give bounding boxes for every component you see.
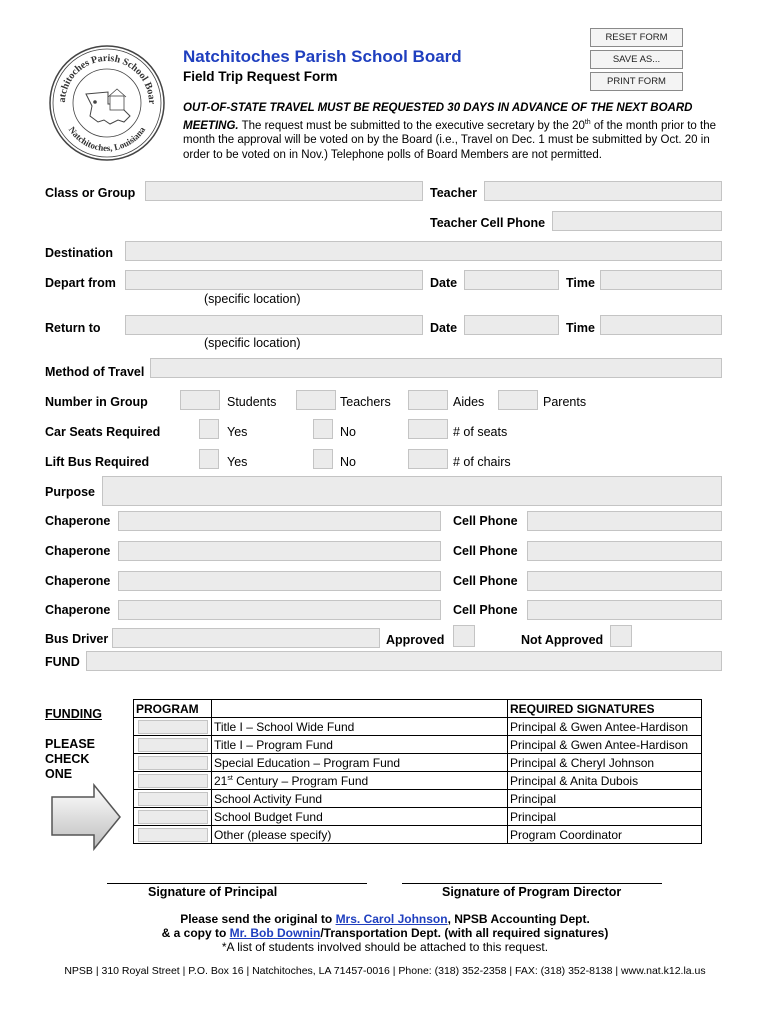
chaperone-4-label: Chaperone: [45, 603, 111, 617]
program-name: Special Education – Program Fund: [212, 754, 508, 772]
return-to-label: Return to: [45, 321, 101, 335]
chaperone-4-cell-field[interactable]: [527, 600, 722, 620]
purpose-label: Purpose: [45, 485, 96, 499]
teachers-label: Teachers: [340, 395, 391, 409]
students-label: Students: [227, 395, 277, 409]
notice-heading-end: MEETING.: [183, 119, 239, 132]
copy-note: & a copy to Mr. Bob Downin/Transportation Dept. (with all required signatures): [161, 926, 609, 940]
chaperone-2-label: Chaperone: [45, 544, 111, 558]
bus-driver-label: Bus Driver: [45, 632, 109, 646]
required-signature: Principal: [508, 790, 702, 808]
send-original-note: Please send the original to Mrs. Carol Johnson, NPSB Accounting Dept.: [180, 912, 590, 926]
program-name: School Budget Fund: [212, 808, 508, 826]
please-check-line-1: PLEASE: [45, 737, 96, 751]
program-name: Title I – Program Fund: [212, 736, 508, 754]
car-seats-no-label: No: [340, 425, 356, 439]
required-signature: Principal & Cheryl Johnson: [508, 754, 702, 772]
seal-top-text: atchitoches Parish School Boar: [56, 52, 158, 105]
teacher-cell-field[interactable]: [552, 211, 722, 231]
lift-bus-label: Lift Bus Required: [45, 455, 150, 469]
chaperone-1-label: Chaperone: [45, 514, 111, 528]
required-signature: Principal & Gwen Antee-Hardison: [508, 736, 702, 754]
program-name: Other (please specify): [212, 826, 508, 844]
notice-block: [183, 101, 728, 162]
aides-count-field[interactable]: [408, 390, 448, 410]
lift-bus-no-label: No: [340, 455, 356, 469]
num-seats-label: # of seats: [453, 425, 508, 439]
teacher-label: Teacher: [430, 186, 478, 200]
table-row: [134, 808, 702, 826]
page-title: Natchitoches Parish School Board: [183, 47, 462, 66]
program-column-header: PROGRAM: [134, 700, 212, 718]
principal-signature-line[interactable]: [107, 883, 367, 884]
print-form-button[interactable]: PRINT FORM: [590, 72, 683, 91]
chaperone-4-cell-label: Cell Phone: [453, 603, 518, 617]
depart-from-field[interactable]: [125, 270, 423, 290]
lift-bus-no-checkbox[interactable]: [313, 449, 333, 469]
lift-bus-yes-label: Yes: [227, 455, 248, 469]
chaperone-1-cell-field[interactable]: [527, 511, 722, 531]
depart-time-field[interactable]: [600, 270, 722, 290]
students-list-note: *A list of students involved should be attached to this request.: [221, 940, 549, 954]
bus-driver-field[interactable]: [112, 628, 380, 648]
signatures-column-header: REQUIRED SIGNATURES: [508, 700, 702, 718]
method-travel-label: Method of Travel: [45, 365, 145, 379]
lift-bus-yes-checkbox[interactable]: [199, 449, 219, 469]
principal-signature-label: Signature of Principal: [148, 885, 278, 899]
fund-school-activity-checkbox[interactable]: [138, 792, 208, 806]
purpose-field[interactable]: [102, 476, 722, 506]
return-to-field[interactable]: [125, 315, 423, 335]
chaperone-2-cell-field[interactable]: [527, 541, 722, 561]
teacher-cell-label: Teacher Cell Phone: [430, 216, 546, 230]
chaperone-3-cell-label: Cell Phone: [453, 574, 518, 588]
program-name: Title I – School Wide Fund: [212, 718, 508, 736]
destination-field[interactable]: [125, 241, 722, 261]
class-group-field[interactable]: [145, 181, 423, 201]
chaperone-2-cell-label: Cell Phone: [453, 544, 518, 558]
car-seats-label: Car Seats Required: [45, 425, 161, 439]
not-approved-checkbox[interactable]: [610, 625, 632, 647]
seal-bottom-text: Natchitoches, Louisiana: [66, 124, 148, 154]
approved-checkbox[interactable]: [453, 625, 475, 647]
funding-program-table: [133, 699, 702, 844]
program-name: 21st Century – Program Fund: [212, 772, 508, 790]
num-chairs-field[interactable]: [408, 449, 448, 469]
class-group-label: Class or Group: [45, 186, 136, 200]
please-check-line-2: CHECK: [45, 752, 90, 766]
required-signature: Principal & Anita Dubois: [508, 772, 702, 790]
table-row: [134, 826, 702, 844]
fund-title-i-program-checkbox[interactable]: [138, 738, 208, 752]
car-seats-yes-checkbox[interactable]: [199, 419, 219, 439]
number-group-label: Number in Group: [45, 395, 148, 409]
fund-school-budget-checkbox[interactable]: [138, 810, 208, 824]
table-row: [134, 772, 702, 790]
required-signature: Principal: [508, 808, 702, 826]
fund-other-checkbox[interactable]: [138, 828, 208, 842]
director-signature-line[interactable]: [402, 883, 662, 884]
depart-time-label: Time: [566, 276, 595, 290]
depart-specific-location: (specific location): [204, 292, 301, 306]
table-row: [134, 736, 702, 754]
car-seats-yes-label: Yes: [227, 425, 248, 439]
chaperone-1-field[interactable]: [118, 511, 441, 531]
method-travel-field[interactable]: [150, 358, 722, 378]
notice-heading: OUT-OF-STATE TRAVEL MUST BE REQUESTED 30 DAYS IN ADVANCE OF THE NEXT BOARD: [183, 102, 693, 114]
chaperone-1-cell-label: Cell Phone: [453, 514, 518, 528]
return-specific-location: (specific location): [204, 336, 301, 350]
notice-line-3: order to be voted on in Nov.) Telephone polls of Board Members are not permitted.: [183, 148, 602, 161]
destination-label: Destination: [45, 246, 114, 260]
footer-address: NPSB | 310 Royal Street | P.O. Box 16 | Natchitoches, LA 71457-0016 | Phone: (318) 352-2358 | FAX: (318) 352-8138 | www.nat.k12.la.us: [64, 965, 706, 977]
not-approved-label: Not Approved: [521, 633, 604, 647]
parents-count-field[interactable]: [498, 390, 538, 410]
return-time-label: Time: [566, 321, 595, 335]
chaperone-4-field[interactable]: [118, 600, 441, 620]
depart-from-label: Depart from: [45, 276, 116, 290]
notice-text-1: The request must be submitted to the executive secretary by the 20: [238, 119, 585, 132]
fund-label: FUND: [45, 655, 80, 669]
funding-heading: FUNDING: [45, 707, 102, 721]
director-signature-label: Signature of Program Director: [442, 885, 622, 899]
return-date-field[interactable]: [464, 315, 559, 335]
chaperone-3-label: Chaperone: [45, 574, 111, 588]
table-row: [134, 718, 702, 736]
table-header-row: [134, 700, 702, 718]
notice-text-2: of the month prior to the: [590, 119, 716, 132]
car-seats-no-checkbox[interactable]: [313, 419, 333, 439]
save-as-button[interactable]: SAVE AS...: [590, 50, 683, 69]
parents-label: Parents: [543, 395, 587, 409]
num-seats-field[interactable]: [408, 419, 448, 439]
reset-form-button[interactable]: RESET FORM: [590, 28, 683, 47]
notice-sup: th: [584, 118, 591, 126]
bob-downin-link[interactable]: Mr. Bob Downin: [229, 926, 321, 940]
table-row: [134, 754, 702, 772]
fund-title-i-school-wide-checkbox[interactable]: [138, 720, 208, 734]
aides-label: Aides: [453, 395, 485, 409]
num-chairs-label: # of chairs: [453, 455, 511, 469]
fund-21st-century-checkbox[interactable]: [138, 774, 208, 788]
teacher-field[interactable]: [484, 181, 722, 201]
chaperone-3-cell-field[interactable]: [527, 571, 722, 591]
chaperone-3-field[interactable]: [118, 571, 441, 591]
arrow-right-icon: [50, 783, 122, 851]
return-time-field[interactable]: [600, 315, 722, 335]
table-row: [134, 790, 702, 808]
notice-line-2: month the approval will be voted on by the Board (i.e., Travel on Dec. 1 must be submitted by Oct. 20 in: [183, 134, 710, 147]
approved-label: Approved: [386, 633, 445, 647]
program-name: School Activity Fund: [212, 790, 508, 808]
fund-field[interactable]: [86, 651, 722, 671]
depart-date-field[interactable]: [464, 270, 559, 290]
chaperone-2-field[interactable]: [118, 541, 441, 561]
teachers-count-field[interactable]: [296, 390, 336, 410]
required-signature: Program Coordinator: [508, 826, 702, 844]
form-subtitle: Field Trip Request Form: [183, 69, 338, 84]
students-count-field[interactable]: [180, 390, 220, 410]
required-signature: Principal & Gwen Antee-Hardison: [508, 718, 702, 736]
school-board-seal: [48, 44, 166, 162]
fund-special-education-checkbox[interactable]: [138, 756, 208, 770]
carol-johnson-link[interactable]: Mrs. Carol Johnson: [335, 912, 448, 926]
depart-date-label: Date: [430, 276, 458, 290]
please-check-line-3: ONE: [45, 767, 73, 781]
return-date-label: Date: [430, 321, 458, 335]
